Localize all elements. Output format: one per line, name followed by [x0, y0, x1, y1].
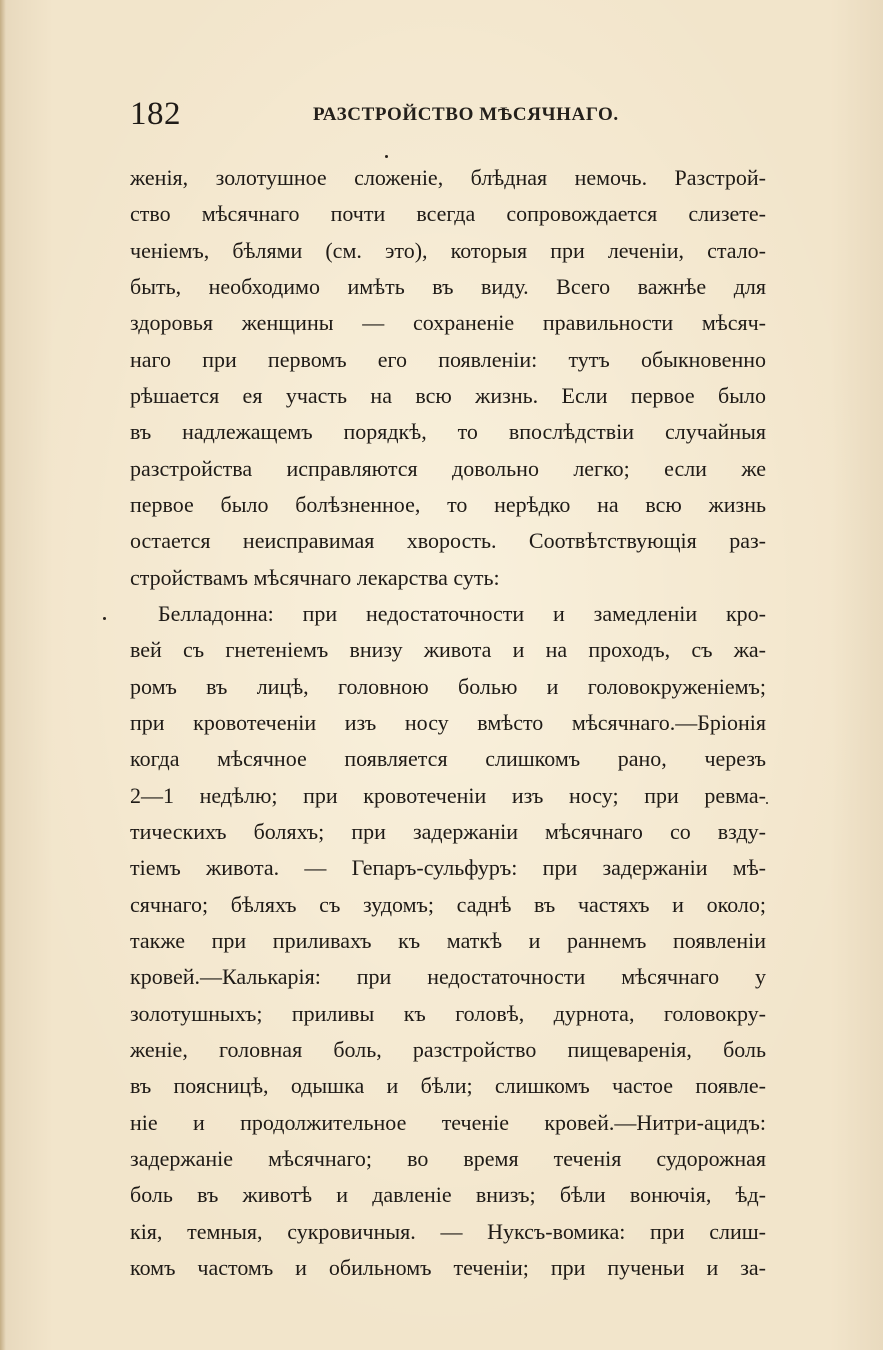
text-line: ченіемъ, бѣлями (см. это), которыя при леченіи, стало-: [130, 237, 766, 263]
text-line: быть, необходимо имѣть въ виду. Всего важнѣе для: [130, 273, 766, 299]
text-line: когда мѣсячное появляется слишкомъ рано, черезъ: [130, 746, 766, 772]
page-header: [130, 92, 770, 136]
text-line: первое было болѣзненное, то нерѣдко на всю жизнь: [130, 491, 766, 517]
text-line: ство мѣсячнаго почти всегда сопровождается слизете-: [130, 201, 766, 227]
text-line: Белладонна: при недостаточности и замедленіи кро-: [158, 600, 766, 626]
text-line: ніе и продолжительное теченіе кровей.—Нитри-ацидъ:: [130, 1109, 766, 1135]
text-line: остается неисправимая хворость. Соотвѣтствующія раз-: [130, 528, 766, 554]
text-line: женія, золотушное сложеніе, блѣдная немочь. Разстрой-: [130, 165, 766, 190]
text-line: 2—1 недѣлю; при кровотеченіи изъ носу; при ревма-: [130, 782, 766, 808]
text-line: въ надлежащемъ порядкѣ, то впослѣдствіи случайныя: [130, 419, 766, 445]
text-line: комъ частомъ и обильномъ теченіи; при пученьи и за-: [130, 1254, 766, 1280]
ink-speck: [103, 617, 106, 620]
text-line: также при приливахъ къ маткѣ и раннемъ появленіи: [130, 927, 766, 953]
text-line: кія, темныя, сукровичныя. — Нуксъ-вомика: при слиш-: [130, 1218, 766, 1244]
page-number: 182: [130, 96, 181, 132]
text-line: въ поясницѣ, одышка и бѣли; слишкомъ частое появле-: [130, 1073, 766, 1099]
body-text: [130, 160, 766, 1286]
text-line: тическихъ боляхъ; при задержаніи мѣсячнаго со взду-: [130, 818, 766, 844]
running-title: РАЗСТРОЙСТВО МѢСЯЧНАГО.: [313, 104, 619, 125]
text-line: золотушныхъ; приливы къ головѣ, дурнота, головокру-: [130, 1000, 766, 1026]
text-line: разстройства исправляются довольно легко; если же: [130, 455, 766, 481]
text-line: при кровотеченіи изъ носу вмѣсто мѣсячнаго.—Бріонія: [130, 709, 766, 735]
text-line: ромъ въ лицѣ, головною болью и головокруженіемъ;: [130, 673, 766, 699]
ink-speck: [385, 155, 388, 158]
text-line: женіе, головная боль, разстройство пищеваренія, боль: [130, 1036, 766, 1062]
page-edge-shadow: [0, 0, 6, 1350]
text-line: задержаніе мѣсячнаго; во время теченія судорожная: [130, 1145, 766, 1171]
text-line: рѣшается ея участь на всю жизнь. Если первое было: [130, 382, 766, 408]
text-line: вей съ гнетеніемъ внизу живота и на проходъ, съ жа-: [130, 637, 766, 663]
text-line: боль въ животѣ и давленіе внизъ; бѣли вонючія, ѣд-: [130, 1182, 766, 1208]
ink-speck: [766, 802, 768, 804]
text-line: сячнаго; бѣляхъ съ зудомъ; саднѣ въ частяхъ и около;: [130, 891, 766, 917]
text-line: здоровья женщины — сохраненіе правильности мѣсяч-: [130, 310, 766, 336]
text-line: наго при первомъ его появленіи: тутъ обыкновенно: [130, 346, 766, 372]
text-line: тіемъ живота. — Гепаръ-сульфуръ: при задержаніи мѣ-: [130, 855, 766, 881]
text-line: стройствамъ мѣсячнаго лекарства суть:: [130, 564, 500, 590]
text-line: кровей.—Калькарія: при недостаточности мѣсячнаго у: [130, 964, 766, 990]
